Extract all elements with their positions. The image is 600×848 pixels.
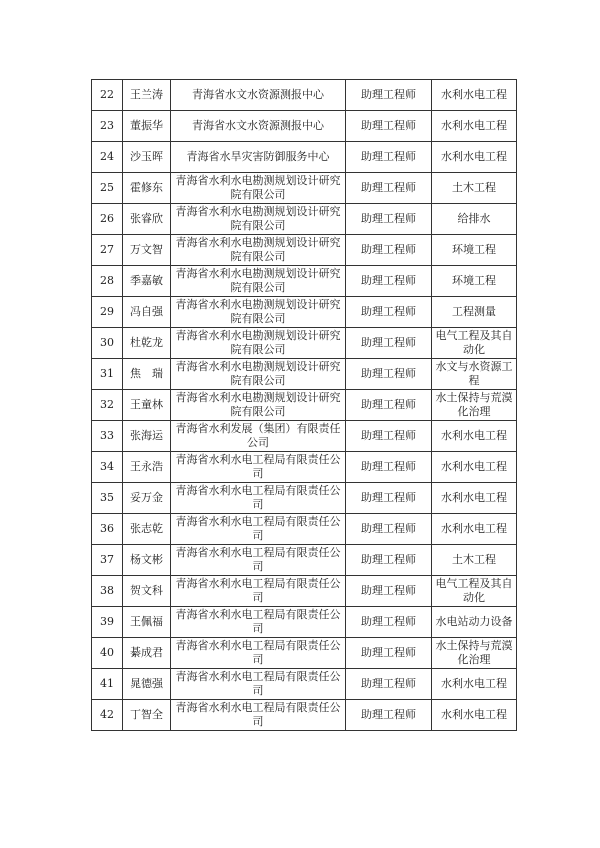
work-unit: 青海省水利水电工程局有限责任公司 — [171, 700, 346, 731]
job-title: 助理工程师 — [346, 421, 432, 452]
row-number: 40 — [92, 638, 123, 669]
person-name: 霍修东 — [123, 173, 171, 204]
job-title: 助理工程师 — [346, 514, 432, 545]
row-number: 25 — [92, 173, 123, 204]
table-row — [92, 142, 517, 173]
job-title: 助理工程师 — [346, 111, 432, 142]
work-unit: 青海省水利水电勘测规划设计研究院有限公司 — [171, 173, 346, 204]
row-number: 41 — [92, 669, 123, 700]
major-field: 水土保持与荒漠化治理 — [432, 390, 517, 421]
work-unit: 青海省水利水电工程局有限责任公司 — [171, 514, 346, 545]
major-field: 电气工程及其自动化 — [432, 328, 517, 359]
table-row — [92, 545, 517, 576]
job-title: 助理工程师 — [346, 607, 432, 638]
row-number: 28 — [92, 266, 123, 297]
job-title: 助理工程师 — [346, 266, 432, 297]
major-field: 给排水 — [432, 204, 517, 235]
person-name: 张睿欣 — [123, 204, 171, 235]
job-title: 助理工程师 — [346, 173, 432, 204]
job-title: 助理工程师 — [346, 80, 432, 111]
work-unit: 青海省水利水电勘测规划设计研究院有限公司 — [171, 390, 346, 421]
job-title: 助理工程师 — [346, 545, 432, 576]
work-unit: 青海省水利发展（集团）有限责任公司 — [171, 421, 346, 452]
major-field: 环境工程 — [432, 235, 517, 266]
person-name: 张海运 — [123, 421, 171, 452]
job-title: 助理工程师 — [346, 669, 432, 700]
major-field: 电气工程及其自动化 — [432, 576, 517, 607]
table-row — [92, 638, 517, 669]
major-field: 水利水电工程 — [432, 80, 517, 111]
work-unit: 青海省水利水电工程局有限责任公司 — [171, 607, 346, 638]
work-unit: 青海省水利水电勘测规划设计研究院有限公司 — [171, 204, 346, 235]
job-title: 助理工程师 — [346, 638, 432, 669]
row-number: 22 — [92, 80, 123, 111]
job-title: 助理工程师 — [346, 328, 432, 359]
major-field: 水利水电工程 — [432, 452, 517, 483]
table-row — [92, 328, 517, 359]
table-row — [92, 514, 517, 545]
major-field: 水利水电工程 — [432, 421, 517, 452]
row-number: 29 — [92, 297, 123, 328]
work-unit: 青海省水利水电工程局有限责任公司 — [171, 545, 346, 576]
work-unit: 青海省水利水电勘测规划设计研究院有限公司 — [171, 297, 346, 328]
table-row — [92, 266, 517, 297]
table-row — [92, 235, 517, 266]
job-title: 助理工程师 — [346, 576, 432, 607]
person-name: 丁智全 — [123, 700, 171, 731]
major-field: 水利水电工程 — [432, 111, 517, 142]
work-unit: 青海省水利水电勘测规划设计研究院有限公司 — [171, 359, 346, 390]
row-number: 30 — [92, 328, 123, 359]
work-unit: 青海省水利水电工程局有限责任公司 — [171, 483, 346, 514]
job-title: 助理工程师 — [346, 390, 432, 421]
person-name: 张志乾 — [123, 514, 171, 545]
person-name: 万文智 — [123, 235, 171, 266]
major-field: 土木工程 — [432, 173, 517, 204]
row-number: 23 — [92, 111, 123, 142]
job-title: 助理工程师 — [346, 700, 432, 731]
table-row — [92, 452, 517, 483]
row-number: 38 — [92, 576, 123, 607]
major-field: 水土保持与荒漠化治理 — [432, 638, 517, 669]
job-title: 助理工程师 — [346, 204, 432, 235]
major-field: 水电站动力设备 — [432, 607, 517, 638]
row-number: 42 — [92, 700, 123, 731]
table-row — [92, 111, 517, 142]
row-number: 32 — [92, 390, 123, 421]
table-row — [92, 421, 517, 452]
table-row — [92, 173, 517, 204]
row-number: 33 — [92, 421, 123, 452]
roster-table-body — [92, 80, 517, 731]
person-name: 王兰涛 — [123, 80, 171, 111]
person-name: 王佩福 — [123, 607, 171, 638]
table-row — [92, 607, 517, 638]
table-row — [92, 204, 517, 235]
major-field: 土木工程 — [432, 545, 517, 576]
work-unit: 青海省水利水电勘测规划设计研究院有限公司 — [171, 328, 346, 359]
work-unit: 青海省水文水资源测报中心 — [171, 80, 346, 111]
table-row — [92, 700, 517, 731]
major-field: 水利水电工程 — [432, 142, 517, 173]
work-unit: 青海省水利水电工程局有限责任公司 — [171, 638, 346, 669]
row-number: 31 — [92, 359, 123, 390]
row-number: 24 — [92, 142, 123, 173]
major-field: 环境工程 — [432, 266, 517, 297]
person-name: 沙玉晖 — [123, 142, 171, 173]
person-name: 董振华 — [123, 111, 171, 142]
major-field: 水利水电工程 — [432, 700, 517, 731]
person-name: 季嘉敏 — [123, 266, 171, 297]
job-title: 助理工程师 — [346, 452, 432, 483]
person-name: 贺文科 — [123, 576, 171, 607]
major-field: 水利水电工程 — [432, 669, 517, 700]
work-unit: 青海省水利水电工程局有限责任公司 — [171, 452, 346, 483]
person-name: 晁德强 — [123, 669, 171, 700]
major-field: 水文与水资源工程 — [432, 359, 517, 390]
roster-table — [91, 79, 517, 731]
row-number: 35 — [92, 483, 123, 514]
table-row — [92, 359, 517, 390]
work-unit: 青海省水旱灾害防御服务中心 — [171, 142, 346, 173]
job-title: 助理工程师 — [346, 359, 432, 390]
major-field: 水利水电工程 — [432, 483, 517, 514]
person-name: 妥万金 — [123, 483, 171, 514]
table-row — [92, 576, 517, 607]
person-name: 綦成君 — [123, 638, 171, 669]
row-number: 34 — [92, 452, 123, 483]
person-name: 焦 瑞 — [123, 359, 171, 390]
major-field: 工程测量 — [432, 297, 517, 328]
person-name: 王永浩 — [123, 452, 171, 483]
table-row — [92, 80, 517, 111]
work-unit: 青海省水文水资源测报中心 — [171, 111, 346, 142]
row-number: 39 — [92, 607, 123, 638]
work-unit: 青海省水利水电工程局有限责任公司 — [171, 669, 346, 700]
job-title: 助理工程师 — [346, 297, 432, 328]
person-name: 王童林 — [123, 390, 171, 421]
table-row — [92, 297, 517, 328]
work-unit: 青海省水利水电工程局有限责任公司 — [171, 576, 346, 607]
row-number: 37 — [92, 545, 123, 576]
job-title: 助理工程师 — [346, 142, 432, 173]
person-name: 冯自强 — [123, 297, 171, 328]
row-number: 27 — [92, 235, 123, 266]
table-row — [92, 483, 517, 514]
person-name: 杜乾龙 — [123, 328, 171, 359]
table-row — [92, 390, 517, 421]
row-number: 26 — [92, 204, 123, 235]
row-number: 36 — [92, 514, 123, 545]
person-name: 杨文彬 — [123, 545, 171, 576]
work-unit: 青海省水利水电勘测规划设计研究院有限公司 — [171, 266, 346, 297]
work-unit: 青海省水利水电勘测规划设计研究院有限公司 — [171, 235, 346, 266]
job-title: 助理工程师 — [346, 483, 432, 514]
major-field: 水利水电工程 — [432, 514, 517, 545]
table-row — [92, 669, 517, 700]
job-title: 助理工程师 — [346, 235, 432, 266]
